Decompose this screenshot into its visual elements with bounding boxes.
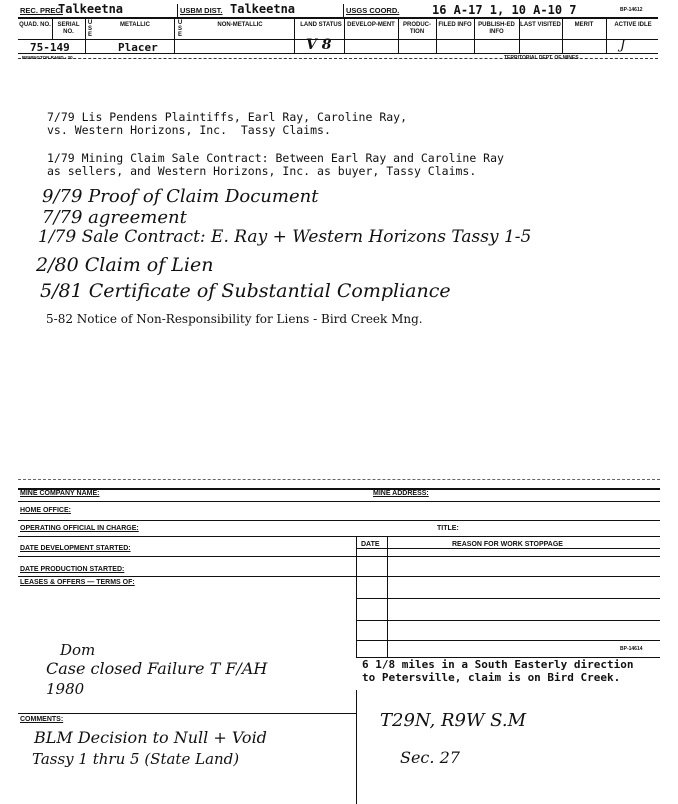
title-label: TITLE: <box>437 525 459 532</box>
date-dev-started-label: DATE DEVELOPMENT STARTED: <box>20 545 131 552</box>
mine-company-name-label: MINE COMPANY NAME: <box>20 490 100 497</box>
hand-left-3: 1980 <box>46 680 85 698</box>
hand-entry-2: 7/79 agreement <box>42 207 187 228</box>
col-nonmetallic: NON-METALLIC <box>217 22 263 28</box>
col-serial-no: SERIAL NO. <box>57 22 80 35</box>
usbm-dist-label: USBM DIST. <box>180 6 223 15</box>
col-active-idle: ACTIVE IDLE <box>614 22 652 28</box>
col-metallic: METALLIC <box>120 22 150 28</box>
col-last-visited: LAST VISITED <box>520 22 561 28</box>
row-active-idle: J <box>620 38 626 53</box>
col-published-info: PUBLISH-ED INFO <box>478 22 515 35</box>
hand-entry-1: 9/79 Proof of Claim Document <box>42 186 319 207</box>
col-land-status: LAND STATUS <box>300 22 342 28</box>
col-production: PRODUC-TION <box>403 22 431 35</box>
footer-right: TERRITORIAL DEPT. OF MINES <box>504 55 579 61</box>
section-number: Sec. 27 <box>400 748 460 767</box>
mine-address-label: MINE ADDRESS: <box>373 490 429 497</box>
rec-prec-value: Talkeetna <box>58 2 124 16</box>
comment-line-2: Tassy 1 thru 5 (State Land) <box>32 750 240 768</box>
hand-left-2: Case closed Failure T F/AH <box>46 659 268 678</box>
usgs-coord-value: 16 A-17 1, 10 A-10 7 <box>432 3 577 17</box>
row-quad-serial: 75-149 <box>30 41 70 54</box>
form-id-2: BP-14614 <box>620 646 643 652</box>
comments-label: COMMENTS: <box>20 716 64 723</box>
comment-line-1: BLM Decision to Null + Void <box>34 728 267 747</box>
location-text: 6 1/8 miles in a South Easterly direction to Petersville, claim is on Bird Creek. <box>362 658 634 684</box>
hand-entry-6: 5-82 Notice of Non-Responsibility for Liens - Bird Creek Mng. <box>46 312 423 326</box>
col-merit: MERIT <box>574 22 594 28</box>
col-u-letters: U S E <box>87 20 93 38</box>
rec-prec-label: REC. PREC. <box>20 6 63 15</box>
hand-entry-5: 5/81 Certificate of Substantial Compliance <box>40 280 451 302</box>
row-metallic: Placer <box>118 41 158 54</box>
col-u-letters-2: U S E <box>177 20 183 38</box>
hand-entry-3: 1/79 Sale Contract: E. Ray + Western Horizons Tassy 1-5 <box>38 227 532 247</box>
township-range: T29N, R9W S.M <box>380 710 527 731</box>
usbm-dist-value: Talkeetna <box>230 2 296 16</box>
typed-entry-lis-pendens: 7/79 Lis Pendens Plaintiffs, Earl Ray, Caroline Ray, vs. Western Horizons, Inc. Tassy Claims. <box>47 110 408 137</box>
reason-header: REASON FOR WORK STOPPAGE <box>452 541 563 548</box>
footer-left: REMINGTON RAND - 20 <box>22 55 73 60</box>
usgs-coord-label: USGS COORD. <box>346 6 400 15</box>
date-header: DATE <box>361 541 380 548</box>
leases-label: LEASES & OFFERS — TERMS OF: <box>20 579 135 586</box>
typed-entry-sale-contract: 1/79 Mining Claim Sale Contract: Between Earl Ray and Caroline Ray as sellers, and Western Horizons, Inc. as buyer, Tassy Claims. <box>47 151 504 178</box>
home-office-label: HOME OFFICE: <box>20 507 71 514</box>
form-id: BP-14612 <box>620 7 643 13</box>
row-land-status: V 8 <box>306 37 332 53</box>
operating-official-label: OPERATING OFFICIAL IN CHARGE: <box>20 525 139 532</box>
col-quad-no: QUAD. NO. <box>19 22 51 28</box>
col-filed-info: FILED INFO <box>438 22 472 28</box>
col-development: DEVELOP-MENT <box>347 22 395 28</box>
hand-entry-4: 2/80 Claim of Lien <box>36 254 214 276</box>
date-prod-started-label: DATE PRODUCTION STARTED: <box>20 566 125 573</box>
hand-left-1: Dom <box>60 641 96 659</box>
